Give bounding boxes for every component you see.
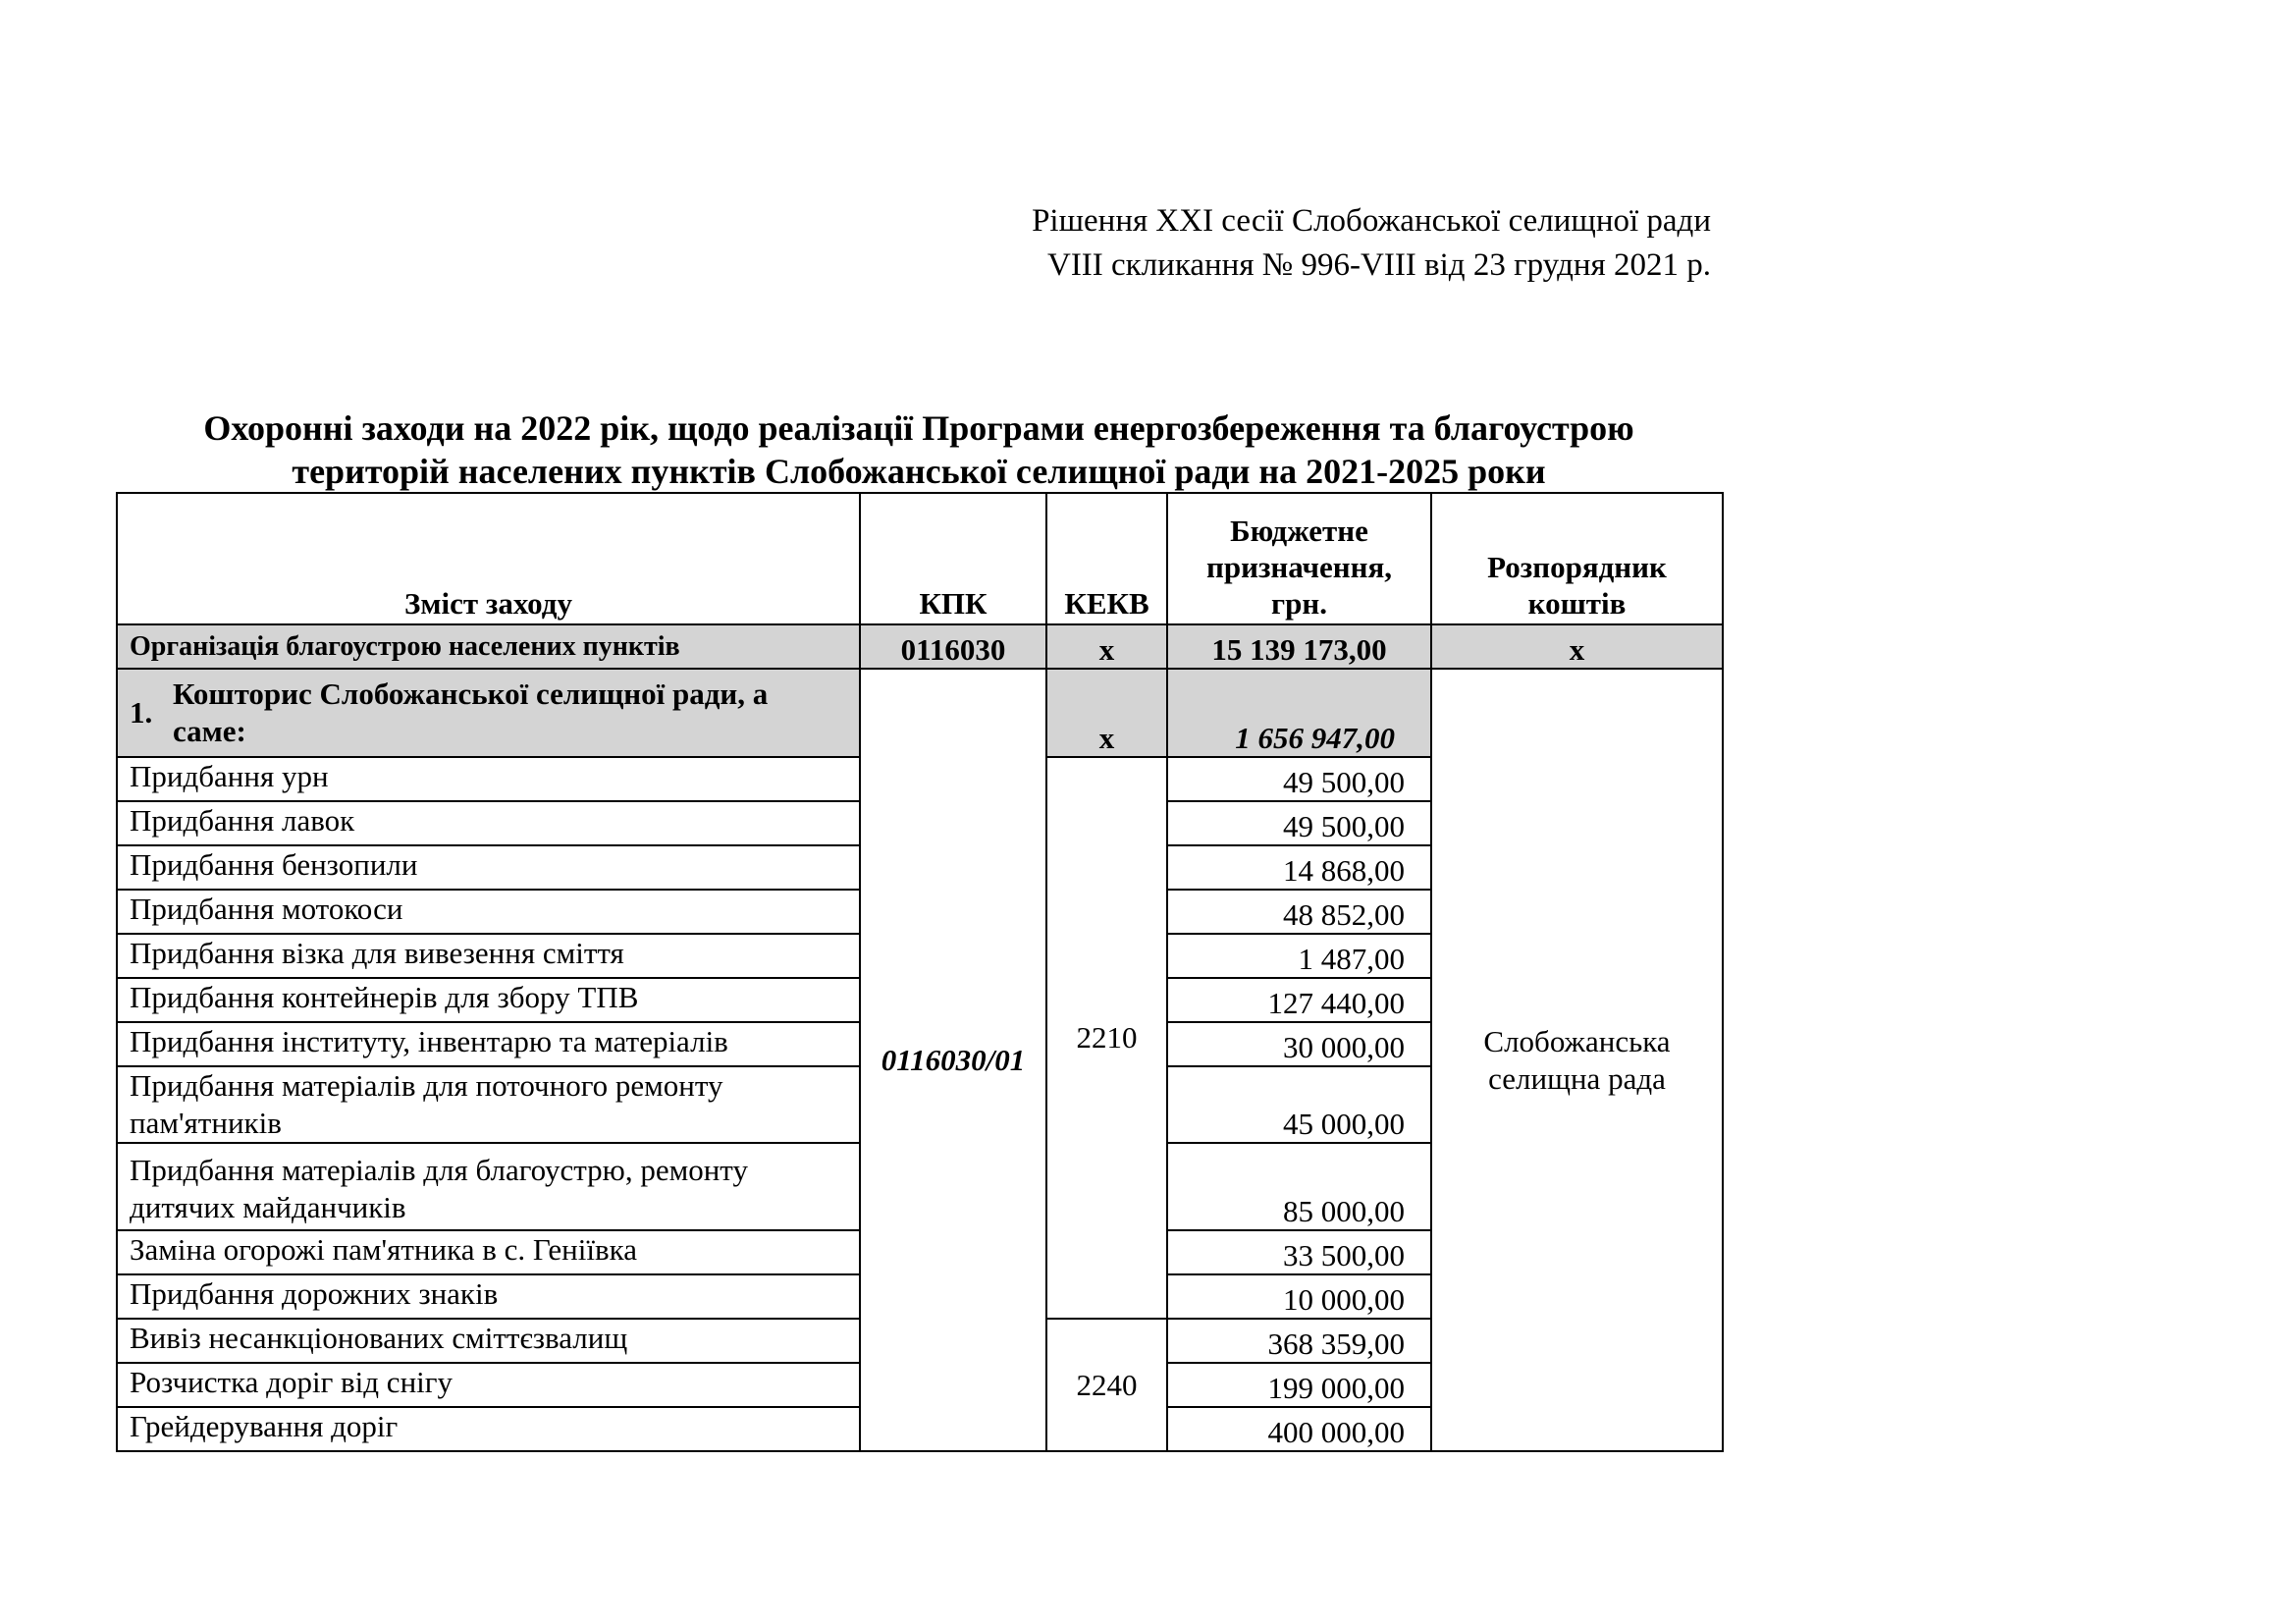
- section-kekv: х: [1046, 669, 1167, 757]
- item-amount: 199 000,00: [1167, 1363, 1431, 1407]
- item-content: Грейдерування доріг: [117, 1407, 860, 1451]
- total-kpk: 0116030: [860, 624, 1046, 669]
- section-row: [117, 669, 1723, 757]
- item-content: Придбання інституту, інвентарю та матеріалів: [117, 1022, 860, 1066]
- item-amount: 14 868,00: [1167, 845, 1431, 890]
- item-amount: 45 000,00: [1167, 1066, 1431, 1143]
- header-manager: Розпорядник коштів: [1431, 493, 1723, 624]
- table-header-row: [117, 493, 1723, 624]
- item-content: Придбання дорожних знаків: [117, 1274, 860, 1319]
- item-amount: 33 500,00: [1167, 1230, 1431, 1274]
- item-content: Придбання лавок: [117, 801, 860, 845]
- item-amount: 49 500,00: [1167, 801, 1431, 845]
- header-budget: Бюджетне призначення, грн.: [1167, 493, 1431, 624]
- header-kekv: КЕКВ: [1046, 493, 1167, 624]
- total-amount: 15 139 173,00: [1167, 624, 1431, 669]
- item-amount: 1 487,00: [1167, 934, 1431, 978]
- document-title-line-2: територій населених пунктів Слобожанської селищної ради на 2021-2025 роки: [292, 452, 1546, 491]
- item-content: Розчистка доріг від снігу: [117, 1363, 860, 1407]
- section-manager: Слобожанська селищна рада: [1431, 669, 1723, 1451]
- item-content: Придбання контейнерів для збору ТПВ: [117, 978, 860, 1022]
- document-title-line-1: Охоронні заходи на 2022 рік, щодо реалізації Програми енергозбереження та благоустрою: [203, 408, 1634, 448]
- header-kpk: КПК: [860, 493, 1046, 624]
- section-content: [117, 669, 860, 757]
- decision-reference: [1032, 199, 1711, 288]
- item-content: Придбання мотокоси: [117, 890, 860, 934]
- item-amount: 400 000,00: [1167, 1407, 1431, 1451]
- item-content: Придбання урн: [117, 757, 860, 801]
- kekv-2240: 2240: [1046, 1319, 1167, 1451]
- total-content: Організація благоустрою населених пунктів: [117, 624, 860, 669]
- item-content: Вивіз несанкціонованих сміттєзвалищ: [117, 1319, 860, 1363]
- item-content: Придбання матеріалів для поточного ремонту пам'ятників: [117, 1066, 860, 1143]
- item-amount: 127 440,00: [1167, 978, 1431, 1022]
- decision-reference-line-1: Рішення XXI сесії Слобожанської селищної ради: [1032, 203, 1711, 239]
- section-title: Кошторис Слобожанської селищної ради, а саме:: [173, 677, 769, 748]
- item-content: Придбання матеріалів для благоустрю, ремонту дитячих майданчиків: [117, 1143, 860, 1230]
- total-manager: х: [1431, 624, 1723, 669]
- item-amount: 85 000,00: [1167, 1143, 1431, 1230]
- item-content: Придбання бензопили: [117, 845, 860, 890]
- item-amount: 49 500,00: [1167, 757, 1431, 801]
- decision-reference-line-2: VIII скликання № 996-VIII від 23 грудня 2021 р.: [1046, 247, 1711, 283]
- document-title: [116, 406, 1722, 493]
- item-content: Придбання візка для вивезення сміття: [117, 934, 860, 978]
- total-kekv: х: [1046, 624, 1167, 669]
- item-amount: 48 852,00: [1167, 890, 1431, 934]
- item-amount: 368 359,00: [1167, 1319, 1431, 1363]
- section-number: 1.: [130, 695, 153, 730]
- section-kpk: 0116030/01: [860, 669, 1046, 1451]
- item-amount: 30 000,00: [1167, 1022, 1431, 1066]
- item-amount: 10 000,00: [1167, 1274, 1431, 1319]
- kekv-2210: 2210: [1046, 757, 1167, 1319]
- header-content: Зміст заходу: [117, 493, 860, 624]
- item-content: Заміна огорожі пам'ятника в с. Геніївка: [117, 1230, 860, 1274]
- section-amount: 1 656 947,00: [1167, 669, 1431, 757]
- total-row: [117, 624, 1723, 669]
- measures-table: [116, 492, 1724, 1452]
